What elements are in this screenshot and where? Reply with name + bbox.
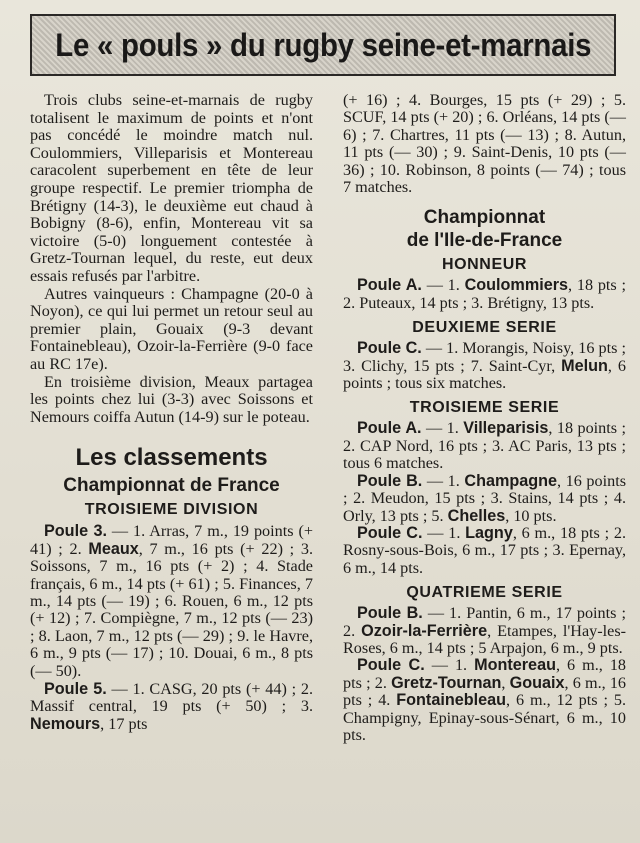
left-column (30, 92, 313, 733)
poule-5-results (30, 681, 313, 733)
honneur-poule-a-label: Poule A. (357, 276, 422, 295)
right-column (343, 92, 626, 744)
quatrieme-c-text-d: , 6 m., 16 pts ; 4. (343, 673, 627, 710)
troisieme-a-text-a: — 1. (421, 419, 464, 438)
troisieme-chelles: Chelles (447, 506, 506, 525)
idf-title-line-1: Championnat (423, 207, 546, 229)
poule-5-text-a: — 1. CASG, 20 pts (+ 44) ; 2. Massif central, 19 pts (+ 50) ; 3. (30, 679, 314, 716)
honneur-text-a: — 1. (421, 276, 465, 295)
troisieme-serie-title: TROISIEME SERIE (409, 399, 560, 417)
quatrieme-gretz: Gretz-Tournan (391, 673, 502, 692)
idf-title-line-2: de l'Ile-de-France (406, 230, 563, 252)
quatrieme-c-text-a: — 1. (424, 656, 475, 675)
idf-title (343, 206, 626, 252)
poule-5-nemours: Nemours (30, 714, 101, 733)
championnat-de-france-title: Championnat de France (63, 475, 280, 497)
quatrieme-b-text-b: , Etampes, l'Hay-les-Roses, 6 m., 14 pts ; 5 Arpajon, 6 m., 9 pts. (343, 621, 627, 657)
troisieme-champagne: Champagne (464, 471, 558, 490)
deuxieme-serie-title: DEUXIEME SERIE (412, 319, 557, 337)
poule-3-text-a: — 1. Arras, 7 m., 19 points (+ 41) ; 2. (30, 522, 313, 558)
deuxieme-melun: Melun (561, 356, 608, 375)
deuxieme-text-b: , 6 points ; tous six matches. (343, 356, 626, 393)
quatrieme-poule-b (343, 605, 626, 657)
honneur-poule-a (343, 277, 626, 312)
poule-5-label: Poule 5. (44, 679, 107, 698)
poule-3-label: Poule 3. (44, 522, 107, 541)
intro-paragraph-1: Trois clubs seine-et-marnais de rugby totalisent le maximum de points et n'ont pas concédé le moindre match nul. Coulommiers, Villeparisis et Montereau caracolent superbement en tête de leur groupe respectif. Le premier triompha de Brétigny (14-3), le deuxième eut chaud à Bobigny (8-6), enfin, Montereau vit sa victoire (5-0) longuement contestée à Gretz-Tournan lequel, du reste, eut deux essais refusés par l'arbitre. (30, 91, 313, 285)
troisieme-c-text-a: — 1. (422, 523, 466, 542)
deuxieme-poule-c (343, 340, 626, 392)
troisieme-poule-c-label: Poule C. (357, 523, 423, 542)
honneur-coulommiers: Coulommiers (464, 276, 569, 295)
intro-paragraph-2: Autres vainqueurs : Champagne (20-0 à Noyon), ce qui lui permet un retour seul au premier plain, Gouaix (9-3 devant Fontainebleau), Ozoir-la-Ferrière (9-0 face au RC 17e). (30, 284, 313, 373)
quatrieme-montereau: Montereau (474, 656, 556, 675)
troisieme-b-text-a: — 1. (422, 471, 465, 490)
honneur-title: HONNEUR (441, 256, 528, 274)
quatrieme-ozoir: Ozoir-la-Ferrière (361, 621, 488, 640)
quatrieme-c-text-b: , 6 m., 18 pts ; 2. (343, 656, 627, 692)
troisieme-c-text-b: , 6 m., 18 pts ; 2. Rosny-sous-Bois, 6 m., 17 pts ; 3. Epernay, 6 m., 14 pts. (343, 523, 627, 577)
troisieme-villeparisis: Villeparisis (463, 419, 549, 438)
troisieme-poule-a (343, 420, 626, 472)
troisieme-poule-b (343, 473, 626, 525)
troisieme-poule-a-label: Poule A. (357, 419, 422, 438)
quatrieme-poule-c-label: Poule C. (357, 656, 425, 675)
poule-3-text-b: , 7 m., 16 pts (+ 22) ; 3. Soissons, 7 m., 16 pts (+ 2) ; 4. Stade français, 6 m., 14 pts (+ 61) ; 5. Finances, 7 m., 14 pts (— 19) ; 6. Rouen, 6 m., 12 pts (+ 12) ; 7. Compiègne, 7 m., 12 pts (— 23) ; 8. Laon, 7 m., 12 pts (— 29) ; 9. le Havre, 6 m., 9 pts (— 17) ; 10. Douai, 6 m., 8 pts (— 50). (30, 539, 314, 680)
troisieme-lagny: Lagny (465, 523, 513, 542)
troisieme-poule-b-label: Poule B. (357, 471, 423, 490)
classements-title: Les classements (75, 444, 268, 472)
troisieme-a-text-b: , 18 points ; 2. CAP Nord, 16 pts ; 3. AC Paris, 13 pts ; tous 6 matches. (343, 419, 626, 473)
quatrieme-serie-title: QUATRIEME SERIE (406, 584, 563, 602)
quatrieme-b-text-a: — 1. Pantin, 6 m., 17 points ; 2. (343, 604, 626, 640)
poule-3-results (30, 523, 313, 680)
quatrieme-fontainebleau: Fontainebleau (396, 691, 506, 710)
poule-3-meaux: Meaux (88, 539, 139, 558)
quatrieme-poule-c (343, 657, 626, 744)
troisieme-b-text-b: , 16 points ; 2. Meudon, 15 pts ; 3. Stains, 14 pts ; 4. Orly, 13 pts ; 5. (343, 471, 627, 525)
headline: Le « pouls » du rugby seine-et-marnais (55, 26, 591, 63)
headline-box (30, 14, 616, 76)
intro-paragraph-3: En troisième division, Meaux partagea les points chez lui (3-3) avec Soissons et Nemours coiffa Autun (14-9) sur le poteau. (30, 372, 313, 426)
quatrieme-c-text-c: , (501, 673, 510, 692)
poule-5-text-b-start: , 17 pts (100, 714, 148, 733)
deuxieme-poule-c-label: Poule C. (357, 339, 422, 358)
quatrieme-gouaix: Gouaix (509, 673, 565, 692)
quatrieme-poule-b-label: Poule B. (357, 604, 423, 623)
honneur-text-b: , 18 pts ; 2. Puteaux, 14 pts ; 3. Brétigny, 13 pts. (343, 276, 626, 312)
poule-5-continuation: (+ 16) ; 4. Bourges, 15 pts (+ 29) ; 5. SCUF, 14 pts (+ 20) ; 6. Orléans, 14 pts (— 6) ; 7. Chartres, 11 pts (— 13) ; 8. Autun, 11 pts (— 30) ; 9. Saint-Denis, 10 pts (— 36) ; 10. Robinson, 8 points (— 74) ; tous 7 matches. (343, 91, 626, 197)
troisieme-b-text-c: , 10 pts. (505, 506, 557, 525)
quatrieme-c-text-e: , 6 m., 12 pts ; 5. Champigny, Epinay-sous-Sénart, 6 m., 10 pts. (343, 691, 627, 744)
troisieme-poule-c (343, 525, 626, 577)
deuxieme-text-a: — 1. Morangis, Noisy, 16 pts ; 3. Clichy, 15 pts ; 7. Saint-Cyr, (343, 339, 626, 375)
troisieme-division-title: TROISIEME DIVISION (84, 501, 259, 519)
